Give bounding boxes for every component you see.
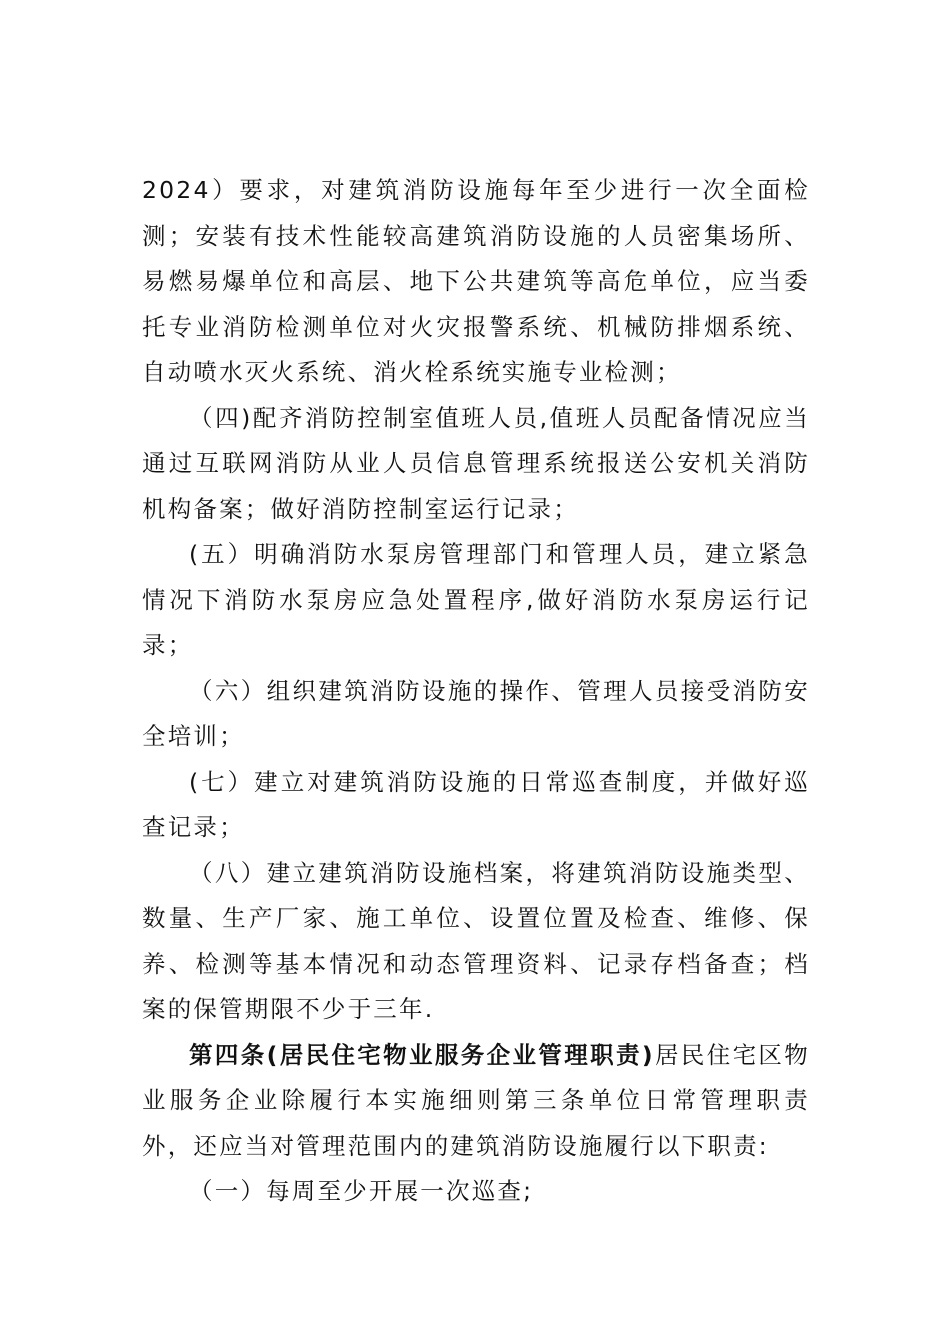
- paragraph-item-six: [142, 669, 810, 760]
- article-heading: 第四条(居民住宅物业服务企业管理职责): [189, 1040, 655, 1069]
- paragraph-subitem-one: [142, 1169, 810, 1215]
- paragraph-text: 居民住宅区物业服务企业除履行本实施细则第三条单位日常管理职责外，还应当对管理范围内的建筑消防设施履行以下职责:: [142, 1040, 811, 1160]
- paragraph-item-five: [142, 532, 810, 669]
- paragraph-text: (七）建立对建筑消防设施的日常巡查制度，并做好巡查记录；: [142, 767, 810, 841]
- paragraph-item-four: [142, 396, 810, 533]
- paragraph-item-eight: [142, 851, 810, 1033]
- paragraph-text: （六）组织建筑消防设施的操作、管理人员接受消防安全培训；: [142, 676, 810, 750]
- paragraph-text: （四)配齐消防控制室值班人员,值班人员配备情况应当通过互联网消防从业人员信息管理系统报送公安机关消防机构备案；做好消防控制室运行记录；: [142, 403, 810, 523]
- paragraph-testing-requirements: [142, 168, 810, 396]
- paragraph-text: 2024）要求，对建筑消防设施每年至少进行一次全面检测；安装有技术性能较高建筑消防设施的人员密集场所、易燃易爆单位和高层、地下公共建筑等高危单位，应当委托专业消防检测单位对火灾报警系统、机械防排烟系统、自动喷水灭火系统、消火栓系统实施专业检测；: [142, 176, 810, 386]
- paragraph-item-seven: [142, 760, 810, 851]
- document-body: [142, 168, 810, 1215]
- paragraph-text: （一）每周至少开展一次巡查;: [189, 1177, 534, 1205]
- paragraph-text: (五）明确消防水泵房管理部门和管理人员，建立紧急情况下消防水泵房应急处置程序,做好消防水泵房运行记录；: [142, 540, 810, 659]
- paragraph-article-four: [142, 1033, 810, 1170]
- paragraph-text: （八）建立建筑消防设施档案，将建筑消防设施类型、数量、生产厂家、施工单位、设置位置及检查、维修、保养、检测等基本情况和动态管理资料、记录存档备查；档案的保管期限不少于三年.: [142, 858, 810, 1023]
